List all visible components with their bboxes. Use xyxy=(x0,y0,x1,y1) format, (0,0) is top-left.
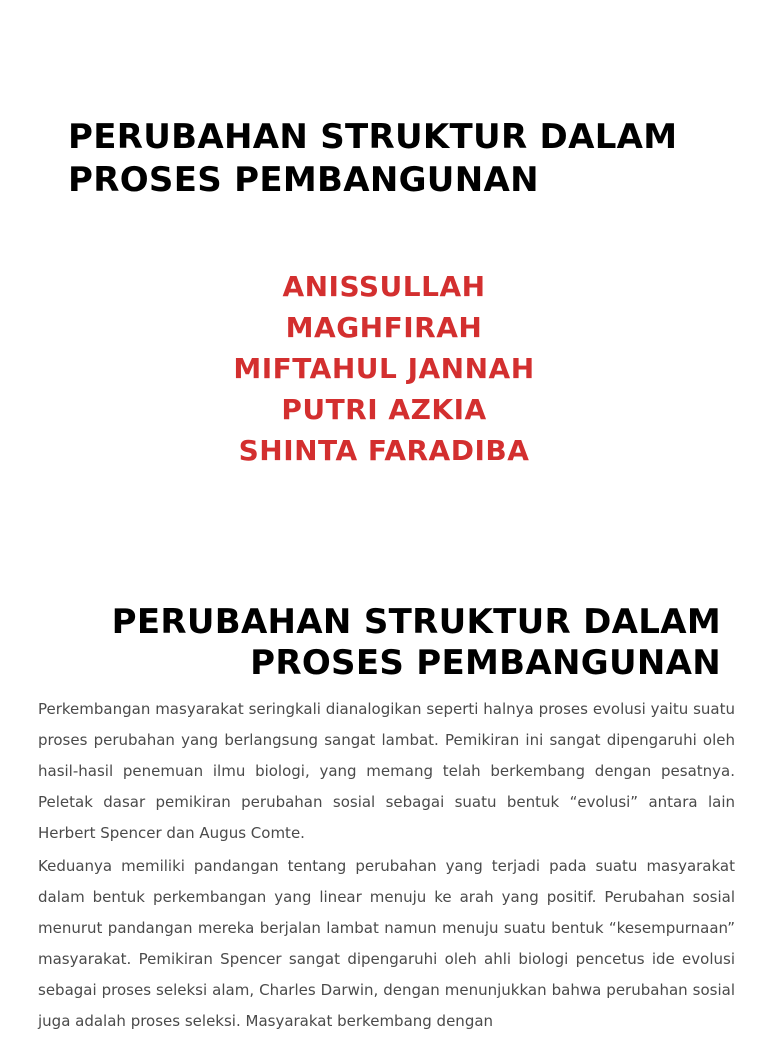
author-name: PUTRI AZKIA xyxy=(281,393,487,426)
author-name: ANISSULLAH xyxy=(282,270,486,303)
body-text xyxy=(38,694,735,1039)
paragraph: Keduanya memiliki pandangan tentang perubahan yang terjadi pada suatu masyarakat dalam bentuk perkembangan yang linear menuju ke arah yang positif. Perubahan sosial menurut pandangan mereka berjalan lambat namun menuju suatu bentuk “kesempurnaan” masyarakat. Pemikiran Spencer sangat dipengaruhi oleh ahli biologi pencetus ide evolusi sebagai proses seleksi alam, Charles Darwin, dengan menunjukkan bahwa perubahan sosial juga adalah proses seleksi. Masyarakat berkembang dengan xyxy=(38,857,735,1030)
paragraph: Perkembangan masyarakat seringkali dianalogikan seperti halnya proses evolusi yaitu suatu proses perubahan yang berlangsung sangat lambat. Pemikiran ini sangat dipengaruhi oleh hasil-hasil penemuan ilmu biologi, yang memang telah berkembang dengan pesatnya. Peletak dasar pemikiran perubahan sosial sebagai suatu bentuk “evolusi” antara lain Herbert Spencer dan Augus Comte. xyxy=(38,700,735,842)
content-title-line-2: PROSES PEMBANGUNAN xyxy=(250,643,721,683)
author-name: MAGHFIRAH xyxy=(285,311,483,344)
author-name: MIFTAHUL JANNAH xyxy=(233,352,535,385)
content-title-line-1: PERUBAHAN STRUKTUR DALAM xyxy=(111,602,721,642)
slide-title: PERUBAHAN STRUKTUR DALAM PROSES PEMBANGUNAN xyxy=(68,117,678,200)
author-name: SHINTA FARADIBA xyxy=(238,434,530,467)
content-title xyxy=(21,602,721,684)
content-slide xyxy=(0,540,768,1030)
author-list xyxy=(0,266,768,471)
